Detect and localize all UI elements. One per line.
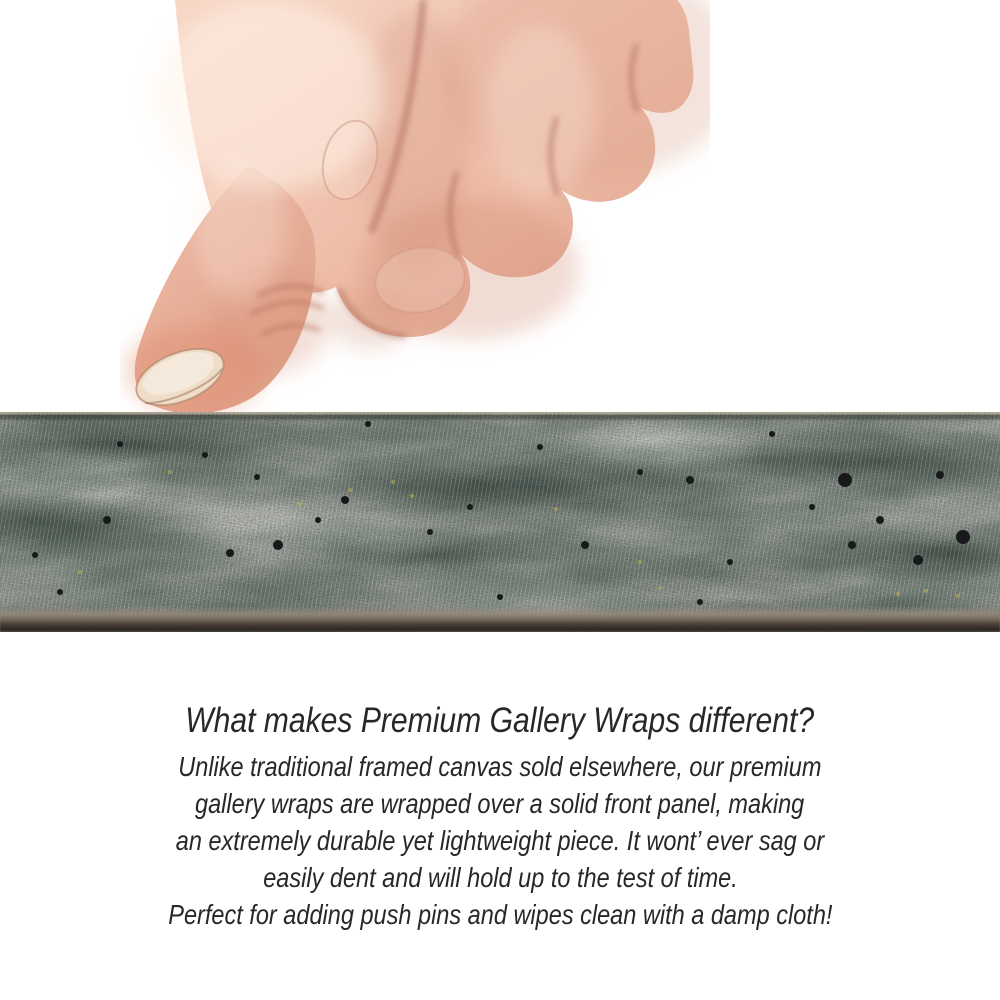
caption-heading: What makes Premium Gallery Wraps different? bbox=[185, 701, 815, 740]
caption-line-5: Perfect for adding push pins and wipes clean with a damp cloth! bbox=[167, 899, 833, 930]
canvas-specks bbox=[0, 412, 1000, 632]
canvas-edge-strip bbox=[0, 412, 1000, 632]
caption-line-4: easily dent and will hold up to the test of time. bbox=[262, 862, 738, 893]
caption-line-2: gallery wraps are wrapped over a solid front panel, making bbox=[195, 788, 805, 819]
canvas-top-edge bbox=[0, 412, 1000, 421]
canvas-bottom-edge bbox=[0, 606, 1000, 632]
caption-line-3: an extremely durable yet lightweight piece. It wont’ ever sag or bbox=[175, 825, 825, 856]
hand-photo bbox=[120, 0, 710, 415]
caption-block bbox=[0, 700, 1000, 933]
caption-line-1: Unlike traditional framed canvas sold elsewhere, our premium bbox=[178, 751, 822, 782]
